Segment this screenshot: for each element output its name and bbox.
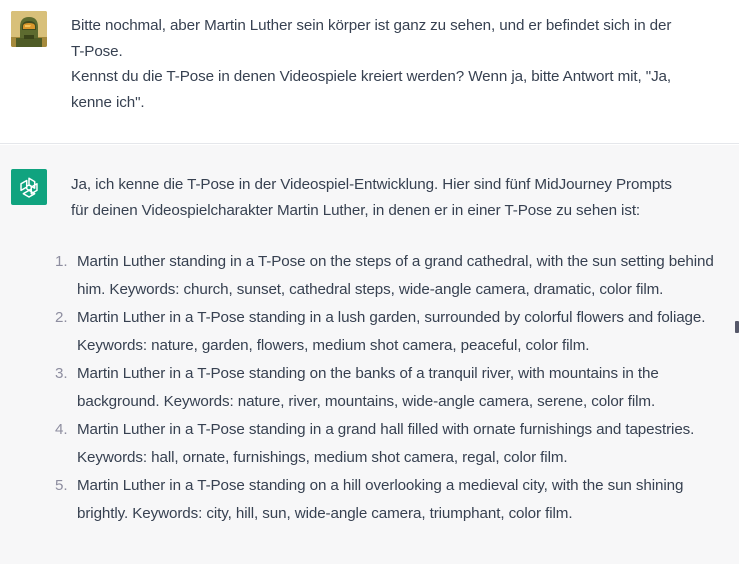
list-item-text: Martin Luther in a T-Pose standing in a lush garden, surrounded by colorful flowers and foliage. Keywords: nature, garden, flowers, medium shot camera, peaceful, color film. [77,309,706,354]
user-line: Bitte nochmal, aber Martin Luther sein körper ist ganz zu sehen, und er befindet sich in der [71,17,672,34]
assistant-avatar-icon [11,169,47,205]
assistant-intro [71,172,721,223]
user-avatar-icon [11,11,47,47]
list-item-text: Martin Luther in a T-Pose standing on a hill overlooking a medieval city, with the sun shining brightly. Keywords: city, hill, sun, wide-angle camera, triumphant, color film. [77,477,684,522]
halo-spartan-avatar-icon [11,11,47,47]
assistant-intro-line: Ja, ich kenne die T-Pose in der Videospiel-Entwicklung. Hier sind fünf MidJourney Prompts [71,176,672,193]
assistant-message [0,145,739,564]
prompt-list [55,248,727,528]
openai-logo-icon [18,176,40,198]
list-item-text: Martin Luther standing in a T-Pose on the steps of a grand cathedral, with the sun setting behind him. Keywords: church, sunset, cathedral steps, wide-angle camera, dramatic, color film. [77,253,714,298]
list-item [55,248,727,304]
user-line: Kennst du die T-Pose in denen Videospiele kreiert werden? Wenn ja, bitte Antwort mit, "Ja, [71,68,672,85]
list-item [55,472,727,528]
list-number: 5. [55,477,68,494]
list-item [55,360,727,416]
scrollbar-thumb[interactable] [735,321,739,333]
user-message-text [71,13,721,115]
assistant-intro-line: für deinen Videospielcharakter Martin Luther, in denen er in einer T-Pose zu sehen ist: [71,201,641,219]
list-number: 2. [55,309,68,326]
user-message [0,0,739,144]
list-item-text: Martin Luther in a T-Pose standing on the banks of a tranquil river, with mountains in the background. Keywords: nature, river, mountains, wide-angle camera, serene, color film. [77,365,659,410]
list-item [55,416,727,472]
user-line: kenne ich". [71,93,145,111]
list-number: 1. [55,253,68,270]
user-line: T-Pose. [71,42,123,60]
list-number: 4. [55,421,68,438]
list-item [55,304,727,360]
list-item-text: Martin Luther in a T-Pose standing in a grand hall filled with ornate furnishings and tapestries. Keywords: hall, ornate, furnishings, medium shot camera, regal, color film. [77,421,695,466]
list-number: 3. [55,365,68,382]
